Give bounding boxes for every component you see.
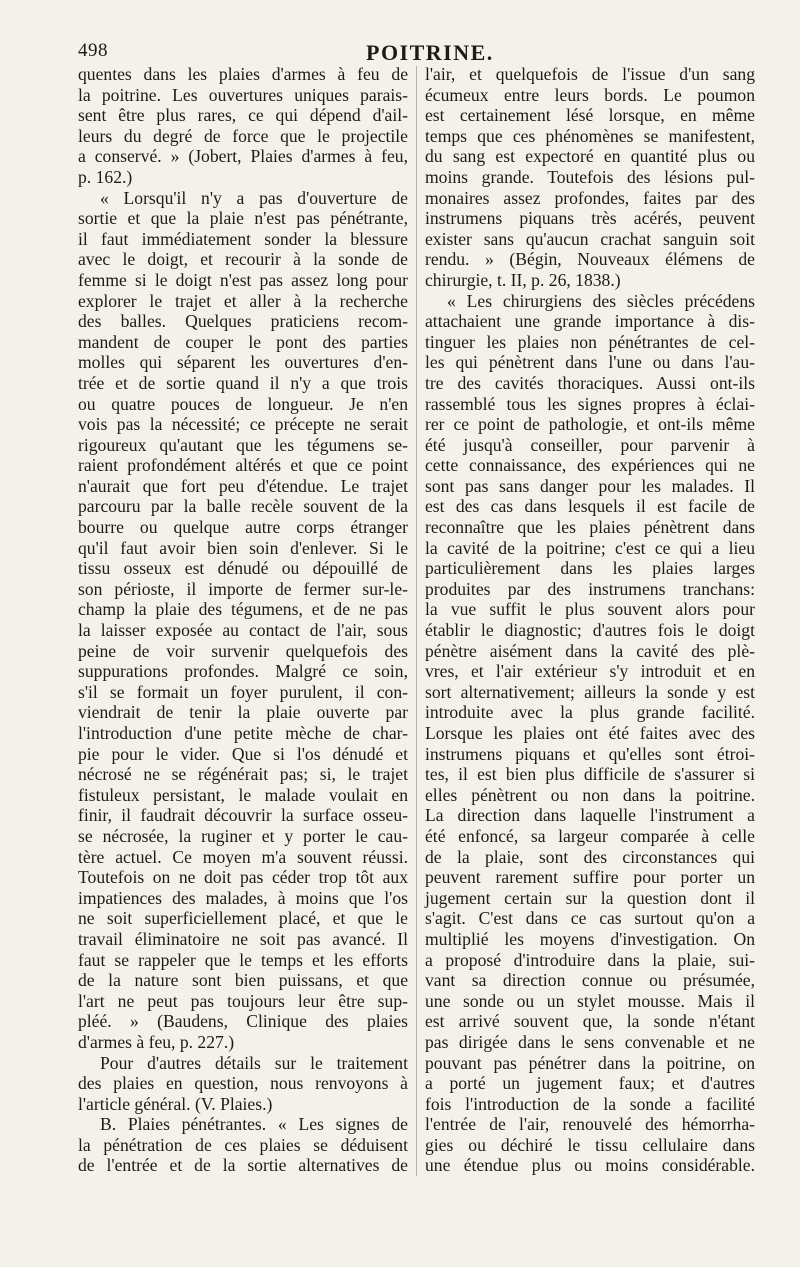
- text-line: vois pas la nécessité; ce précepte ne serait: [78, 414, 408, 435]
- right-column: [425, 64, 755, 1176]
- text-line: des plaies en question, nous renvoyons à: [78, 1073, 408, 1094]
- text-line: trée et de sortie quand il n'y a que trois: [78, 372, 408, 393]
- page-number: 498: [78, 40, 108, 61]
- text-line: instrumens piquans très acérés, peuvent: [425, 208, 755, 229]
- page-title: POITRINE.: [366, 40, 494, 65]
- text-line: ou quatre pouces de longueur. Je n'en: [78, 393, 408, 414]
- text-line: l'article général. (V. Plaies.): [78, 1093, 273, 1114]
- text-line: fois l'introduction de la sonde a facilité: [425, 1093, 755, 1114]
- text-line: l'art ne peut pas toujours leur être sup-: [78, 990, 408, 1011]
- text-line: du sang est expectoré en quantité plus ou: [425, 146, 755, 167]
- text-line: suppurations profondes. Malgré ce soin,: [78, 661, 408, 682]
- text-line: son périoste, il importe de fermer sur-le-: [78, 578, 408, 599]
- text-line: impatiences des malades, à moins que l'os: [78, 887, 408, 908]
- text-line: pie pour le vider. Que si l'os dénudé et: [78, 743, 408, 764]
- text-line: d'armes à feu, p. 227.): [78, 1031, 235, 1052]
- text-line: l'introduction d'une petite mèche de char-: [78, 723, 408, 743]
- text-line: s'agit. C'est dans ce cas surtout qu'on a: [425, 908, 755, 929]
- text-line: une sonde ou un stylet mousse. Mais il: [425, 990, 755, 1011]
- text-line: rendu. » (Bégin, Nouveaux élémens de: [425, 249, 755, 270]
- text-line: molles qui séparent les ouvertures d'en-: [78, 352, 408, 373]
- text-line: des balles. Quelques praticiens recom-: [78, 311, 408, 332]
- text-line: La direction dans laquelle l'instrument a: [425, 805, 755, 826]
- text-line: exister sans qu'aucun crachat sanguin soit: [425, 228, 755, 249]
- text-line: chirurgie, t. II, p. 26, 1838.): [425, 269, 621, 290]
- left-column: [78, 64, 408, 1176]
- text-line: l'entrée de l'air, renouvelé des hémorrha-: [425, 1114, 755, 1135]
- text-line: tère actuel. Ce moyen m'a souvent réussi.: [78, 846, 408, 867]
- text-line: la pénétration de ces plaies se déduisent: [78, 1134, 408, 1155]
- column-divider: [416, 66, 417, 1176]
- text-line: mandent de couper le pont des parties: [78, 331, 408, 352]
- text-line: fistuleux persistant, le malade voulait en: [78, 784, 408, 805]
- text-line: écumeux entre leurs bords. Le poumon: [425, 84, 755, 105]
- text-line: est des cas dans lesquels il est facile de: [425, 496, 755, 517]
- text-line: femme si le doigt n'est pas assez long pour: [78, 269, 408, 290]
- text-line: p. 162.): [78, 166, 133, 187]
- text-line: pouvant pas pénétrer dans la poitrine, on: [425, 1052, 755, 1073]
- text-line: produites par des instrumens tranchans:: [425, 578, 755, 599]
- text-line: sortie et que la plaie n'est pas pénétrante,: [78, 208, 408, 229]
- text-line: l'air, et quelquefois de l'issue d'un sang: [425, 64, 755, 84]
- text-line: pas dirigée dans le sens convenable et ne: [425, 1031, 755, 1052]
- text-line: la poitrine. Les ouvertures uniques parais-: [78, 84, 408, 105]
- text-line: travail éliminatoire ne soit pas avancé. Il: [78, 928, 408, 949]
- text-line: sort alternativement; ailleurs la sonde y est: [425, 681, 755, 702]
- text-line: bourre ou quelque autre corps étranger: [78, 517, 408, 538]
- text-line: a conservé. » (Jobert, Plaies d'armes à feu,: [78, 146, 408, 167]
- text-line: avec le doigt, et recourir à la sonde de: [78, 249, 408, 270]
- text-line: été enfoncé, sa largeur comparée à celle: [425, 825, 755, 846]
- text-line: temps que ces phénomènes se manifestent,: [425, 125, 755, 146]
- text-line: B. Plaies pénétrantes. « Les signes de: [100, 1114, 408, 1135]
- text-line: leurs du degré de force que le projectile: [78, 125, 408, 146]
- text-line: pénètre aisément dans la cavité des plè-: [425, 640, 755, 661]
- text-line: raient profondément altérés et que ce point: [78, 455, 408, 476]
- text-line: attachaient une grande importance à dis-: [425, 311, 755, 332]
- text-line: s'il se formait un foyer purulent, il con-: [78, 681, 408, 702]
- text-line: tissu osseux est dénudé ou dépouillé de: [78, 558, 408, 579]
- text-line: parcouru par la balle recèle souvent de la: [78, 496, 408, 517]
- text-line: instrumens piquans et qu'elles sont étroi-: [425, 743, 755, 764]
- text-line: champ la plaie des tégumens, et de ne pas: [78, 599, 408, 620]
- text-line: est arrivé souvent que, la sonde n'étant: [425, 1011, 755, 1032]
- text-line: nécrosé ne se régénérait pas; si, le trajet: [78, 764, 408, 785]
- text-line: jugement certain sur la question dont il: [425, 887, 755, 908]
- text-line: tinguer les plaies non pénétrantes de cel-: [425, 331, 755, 352]
- text-line: de l'entrée et de la sortie alternatives de: [78, 1155, 408, 1176]
- text-line: explorer le trajet et aller à la recherche: [78, 290, 408, 311]
- text-line: la laisser exposée au contact de l'air, sous: [78, 620, 408, 641]
- text-line: sont pas sans danger pour les malades. Il: [425, 475, 755, 496]
- text-line: rer ce point de pathologie, et ont-ils même: [425, 414, 755, 435]
- text-line: rassemblé tous les signes propres à éclai-: [425, 393, 755, 414]
- text-line: moins grande. Toutefois des lésions pul-: [425, 166, 755, 187]
- text-line: Lorsque les plaies ont été faites avec des: [425, 723, 755, 743]
- text-line: est certainement lésé lorsque, en même: [425, 105, 755, 126]
- text-line: « Lorsqu'il n'y a pas d'ouverture de: [100, 187, 408, 208]
- text-line: peine de voir survenir quelquefois des: [78, 640, 408, 661]
- text-line: quentes dans les plaies d'armes à feu de: [78, 64, 408, 84]
- text-line: la cavité de la poitrine; c'est ce qui a lieu: [425, 537, 755, 558]
- text-line: « Les chirurgiens des siècles précédens: [447, 290, 755, 311]
- text-line: a proposé d'introduire dans la plaie, sui-: [425, 949, 755, 970]
- text-line: il faut immédiatement sonder la blessure: [78, 228, 408, 249]
- running-head: [78, 40, 774, 66]
- text-line: qu'il faut avoir bien soin d'enlever. Si le: [78, 537, 408, 558]
- text-line: sent être plus rares, ce qui dépend d'ail-: [78, 105, 408, 126]
- text-line: rigoureux qu'autant que les tégumens se-: [78, 434, 408, 455]
- text-line: vant sa direction connue ou présumée,: [425, 970, 755, 991]
- text-line: Toutefois on ne doit pas céder trop tôt aux: [78, 867, 408, 888]
- text-line: de la nature sont bien puissans, et que: [78, 970, 408, 991]
- text-line: été jusqu'à conseiller, pour parvenir à: [425, 434, 755, 455]
- text-line: particulièrement dans les plaies larges: [425, 558, 755, 579]
- text-line: vres, et l'air extérieur s'y introduit et en: [425, 661, 755, 682]
- text-line: multiplié les moyens d'investigation. On: [425, 928, 755, 949]
- text-line: reconnaître que les plaies pénètrent dans: [425, 517, 755, 538]
- text-line: a porté un jugement faux; et d'autres: [425, 1073, 755, 1094]
- text-line: une étendue plus ou moins considérable.: [425, 1155, 755, 1176]
- text-line: cette connaissance, des expériences qui ne: [425, 455, 755, 476]
- text-line: peuvent rarement suffire pour porter un: [425, 867, 755, 888]
- text-line: ne soit superficiellement placé, et que le: [78, 908, 408, 929]
- text-line: introduite avec la plus grande facilité.: [425, 702, 755, 723]
- text-line: elles pénètrent ou non dans la poitrine.: [425, 784, 755, 805]
- text-line: pléé. » (Baudens, Clinique des plaies: [78, 1011, 408, 1032]
- text-line: tes, il est bien plus difficile de s'assurer si: [425, 764, 755, 785]
- text-line: finir, il faudrait découvrir la surface osseu-: [78, 805, 408, 826]
- text-line: monaires assez profondes, faites par des: [425, 187, 755, 208]
- text-line: de la plaie, sont des circonstances qui: [425, 846, 755, 867]
- text-line: gies ou déchiré le tissu cellulaire dans: [425, 1134, 755, 1155]
- text-line: se nécrosée, la ruginer et y porter le cau-: [78, 825, 408, 846]
- text-line: faut se rappeler que le temps et les efforts: [78, 949, 408, 970]
- text-line: viendrait de tenir la plaie ouverte par: [78, 702, 408, 723]
- text-line: n'aurait que fort peu d'étendue. Le trajet: [78, 475, 408, 496]
- text-line: les qui pénètrent dans l'une ou dans l'au-: [425, 352, 755, 373]
- text-line: la vue suffit le plus souvent alors pour: [425, 599, 755, 620]
- text-line: Pour d'autres détails sur le traitement: [100, 1052, 408, 1073]
- text-line: tre des cavités thoraciques. Aussi ont-ils: [425, 372, 755, 393]
- text-line: établir le diagnostic; d'autres fois le doigt: [425, 620, 755, 641]
